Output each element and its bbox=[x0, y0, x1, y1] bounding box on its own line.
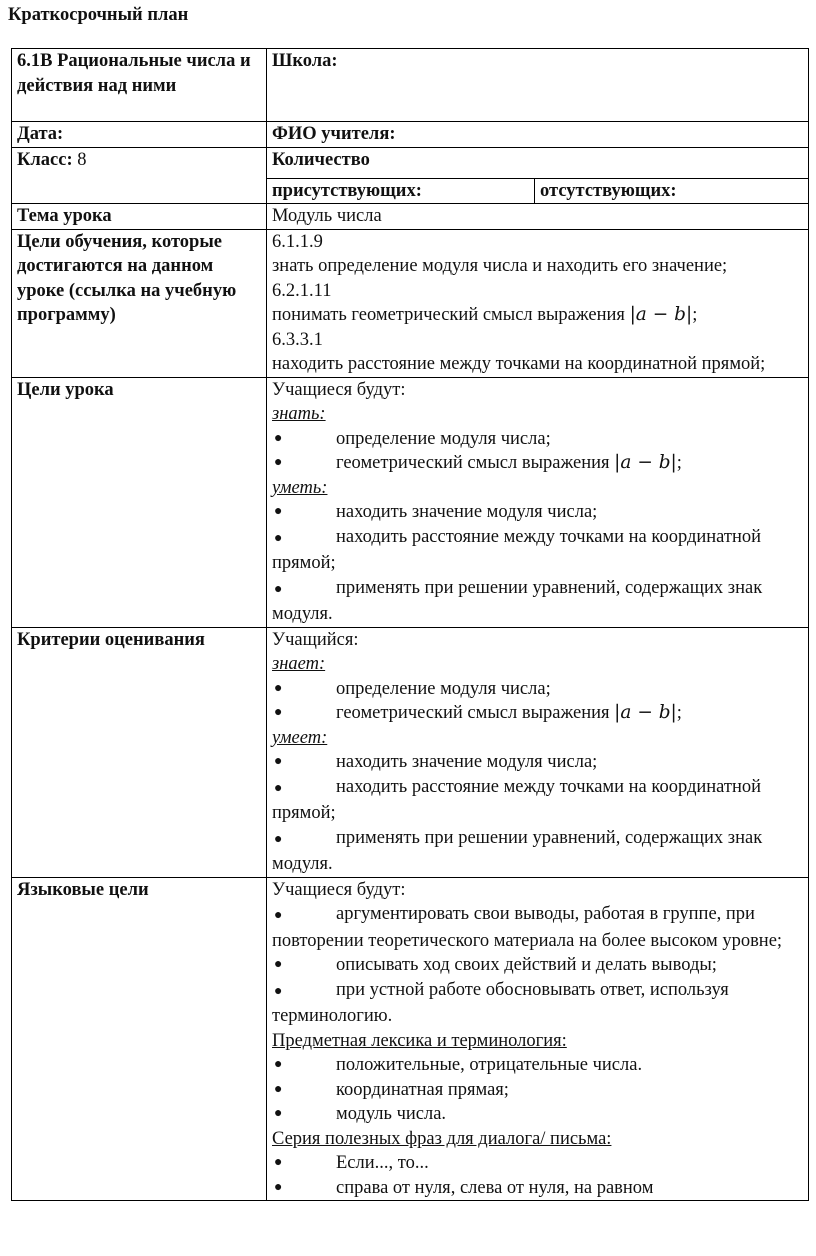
objective-code: 6.2.1.11 bbox=[272, 280, 332, 301]
list-item bbox=[272, 451, 803, 476]
list-item bbox=[272, 775, 803, 826]
row-language-goals bbox=[12, 877, 809, 1201]
attendance-split bbox=[267, 178, 808, 204]
objectives-cell bbox=[267, 229, 809, 377]
list-item-text: находить расстояние между точками на координатной прямой; bbox=[272, 776, 762, 823]
list-item-text: находить значение модуля числа; bbox=[336, 502, 598, 522]
list-item bbox=[272, 701, 803, 726]
list-item-text: находить расстояние между точками на координатной прямой; bbox=[272, 526, 762, 573]
math-expression: |a − b| bbox=[629, 304, 693, 325]
objective-text-part: понимать геометрический смысл выражения bbox=[272, 305, 630, 325]
list-item bbox=[272, 826, 803, 877]
bullet-icon: ● bbox=[274, 581, 283, 597]
list-item-text: положительные, отрицательные числа. bbox=[336, 1055, 643, 1075]
date-label: Дата: bbox=[12, 122, 267, 148]
phrases-heading: Серия полезных фраз для диалога/ письма: bbox=[272, 1128, 612, 1149]
bullet-icon: ● bbox=[274, 455, 283, 470]
list-item bbox=[272, 576, 803, 627]
list-item bbox=[272, 750, 803, 775]
language-goals-cell bbox=[267, 877, 809, 1201]
list-item-text: определение модуля числа; bbox=[336, 428, 551, 449]
list-item bbox=[272, 902, 803, 953]
list-item bbox=[272, 1176, 803, 1201]
list-item-text: определение модуля числа; bbox=[336, 678, 551, 699]
bullet-icon: ● bbox=[274, 680, 283, 696]
bullet-icon: ● bbox=[274, 908, 283, 923]
objective-code: 6.3.3.1 bbox=[272, 329, 323, 350]
can-heading: уметь: bbox=[272, 477, 328, 498]
topic-label: Тема урока bbox=[12, 204, 267, 230]
list-item bbox=[272, 953, 803, 978]
list-item bbox=[272, 1078, 803, 1103]
list-item-text bbox=[336, 701, 803, 726]
list-item-text: при устной работе обосновывать ответ, используя терминологию. bbox=[272, 979, 729, 1026]
language-goals-intro: Учащиеся будут: bbox=[272, 879, 406, 900]
math-expression: |a − b| bbox=[614, 452, 677, 473]
bullet-icon: ● bbox=[274, 780, 283, 796]
bullet-icon: ● bbox=[274, 754, 283, 769]
row-criteria bbox=[12, 627, 809, 877]
list-item bbox=[272, 978, 803, 1029]
criteria-intro: Учащийся: bbox=[272, 629, 359, 650]
bullet-icon: ● bbox=[274, 504, 283, 519]
bullet-icon: ● bbox=[274, 957, 283, 972]
list-item-text: координатная прямая; bbox=[336, 1079, 509, 1100]
count-cell bbox=[267, 147, 809, 204]
row-date-teacher bbox=[12, 122, 809, 148]
math-expression: |a − b| bbox=[614, 702, 677, 723]
bullet-icon: ● bbox=[274, 1155, 283, 1170]
list-item-text: применять при решении уравнений, содержащих знак модуля. bbox=[272, 577, 763, 624]
list-item-text: Если..., то... bbox=[336, 1153, 429, 1173]
lesson-goals-intro: Учащиеся будут: bbox=[272, 379, 406, 400]
topic-value: Модуль числа bbox=[267, 204, 809, 230]
objective-text bbox=[272, 303, 803, 328]
objective-text: находить расстояние между точками на координатной прямой; bbox=[272, 354, 766, 374]
row-section-school bbox=[12, 49, 809, 122]
list-item-text: находить значение модуля числа; bbox=[336, 752, 598, 772]
bullet-icon: ● bbox=[274, 1106, 283, 1121]
row-lesson-goals bbox=[12, 377, 809, 627]
list-item bbox=[272, 1151, 803, 1176]
section-title: 6.1В Рациональные числа и действия над ними bbox=[12, 49, 267, 122]
bullet-icon: ● bbox=[274, 1179, 283, 1195]
class-value: 8 bbox=[77, 149, 87, 170]
lesson-goals-cell bbox=[267, 377, 809, 627]
objective-code: 6.1.1.9 bbox=[272, 231, 323, 252]
know-heading: знать: bbox=[272, 404, 326, 424]
list-item-text: справа от нуля, слева от нуля, на равном bbox=[336, 1177, 654, 1198]
list-item-text: описывать ход своих действий и делать выводы; bbox=[336, 955, 717, 975]
row-objectives bbox=[12, 229, 809, 377]
row-class-count bbox=[12, 147, 809, 204]
bullet-icon: ● bbox=[274, 430, 283, 446]
bullet-icon: ● bbox=[274, 1081, 283, 1097]
school-label: Школа: bbox=[267, 49, 809, 122]
know-heading: знает: bbox=[272, 654, 326, 674]
present-label: присутствующих: bbox=[267, 179, 535, 204]
vocab-heading: Предметная лексика и терминология: bbox=[272, 1030, 567, 1051]
list-item-text: аргументировать свои выводы, работая в группе, при повторении теоретического материала на более высоком уровне; bbox=[272, 904, 783, 951]
list-item-text bbox=[336, 451, 803, 476]
bullet-icon: ● bbox=[274, 831, 283, 847]
list-item bbox=[272, 1053, 803, 1078]
list-item-text-part: ; bbox=[676, 703, 682, 723]
list-item bbox=[272, 677, 803, 702]
list-item bbox=[272, 427, 803, 452]
row-topic bbox=[12, 204, 809, 230]
count-label: Количество bbox=[272, 149, 370, 170]
list-item-text-part: геометрический смысл выражения bbox=[336, 453, 615, 473]
lesson-plan-table bbox=[11, 48, 809, 1201]
objectives-label: Цели обучения, которые достигаются на данном уроке (ссылка на учебную программу) bbox=[12, 229, 267, 377]
list-item bbox=[272, 525, 803, 576]
bullet-icon: ● bbox=[274, 530, 283, 546]
absent-label: отсутствующих: bbox=[540, 180, 677, 201]
class-cell bbox=[12, 147, 267, 204]
objective-text: знать определение модуля числа и находить его значение; bbox=[272, 256, 728, 276]
bullet-icon: ● bbox=[274, 983, 283, 999]
can-heading: умеет: bbox=[272, 727, 328, 748]
language-goals-label: Языковые цели bbox=[12, 877, 267, 1201]
list-item-text: применять при решении уравнений, содержащих знак модуля. bbox=[272, 827, 763, 874]
bullet-icon: ● bbox=[274, 705, 283, 720]
criteria-cell bbox=[267, 627, 809, 877]
list-item-text-part: геометрический смысл выражения bbox=[336, 703, 615, 723]
objective-text-part: ; bbox=[692, 305, 698, 325]
list-item bbox=[272, 1102, 803, 1127]
list-item-text-part: ; bbox=[676, 453, 682, 473]
class-label: Класс: bbox=[17, 149, 73, 170]
criteria-label: Критерии оценивания bbox=[12, 627, 267, 877]
lesson-goals-label: Цели урока bbox=[12, 377, 267, 627]
list-item bbox=[272, 500, 803, 525]
bullet-icon: ● bbox=[274, 1057, 283, 1072]
teacher-label: ФИО учителя: bbox=[267, 122, 809, 148]
document-title: Краткосрочный план bbox=[8, 5, 189, 25]
list-item-text: модуль числа. bbox=[336, 1104, 447, 1124]
